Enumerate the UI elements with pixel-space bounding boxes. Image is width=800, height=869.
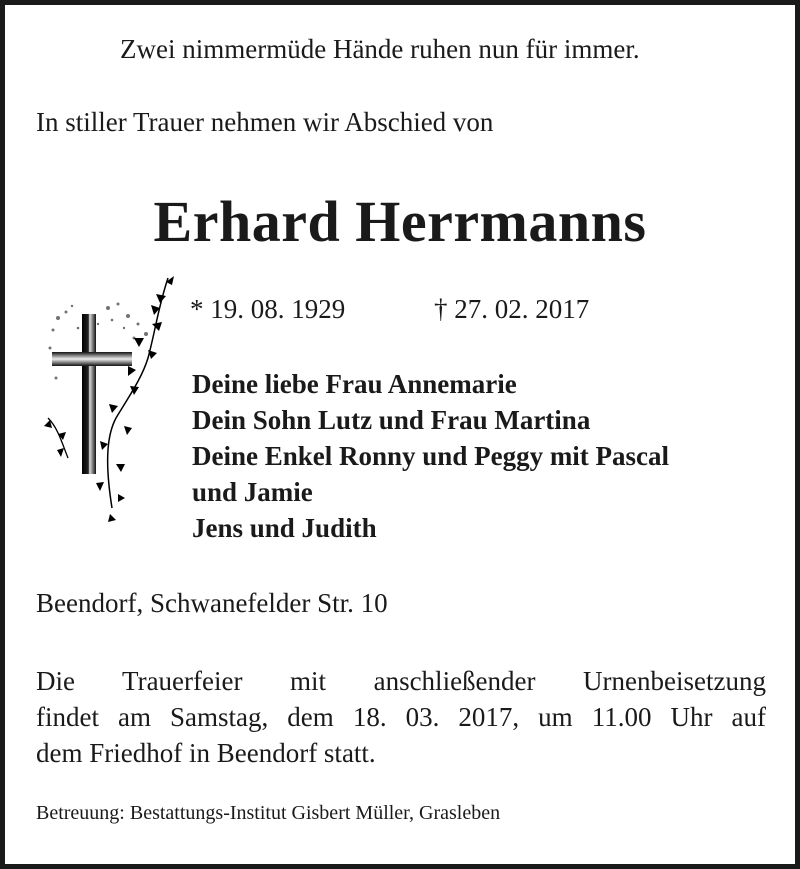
intro-text: In stiller Trauer nehmen wir Abschied von <box>36 107 494 137</box>
funeral-notice-line: dem Friedhof in Beendorf statt. <box>36 738 376 768</box>
birth-date: * 19. 08. 1929 <box>190 294 346 324</box>
funeral-home-credit: Betreuung: Bestattungs-Institut Gisbert Müller, Grasleben <box>36 802 501 824</box>
funeral-notice-line: Die Trauerfeier mit anschließender Urnenbeisetzung <box>36 666 766 696</box>
mourner-line: und Jamie <box>192 477 313 507</box>
mourner-line: Dein Sohn Lutz und Frau Martina <box>192 405 591 435</box>
mourners-list <box>192 366 669 546</box>
funeral-notice <box>36 663 766 771</box>
motto-text: Zwei nimmermüde Hände ruhen nun für immer. <box>120 34 640 64</box>
cross-with-ivy-icon <box>38 268 188 528</box>
deceased-name: Erhard Herrmanns <box>153 189 647 254</box>
address-text: Beendorf, Schwanefelder Str. 10 <box>36 588 388 618</box>
funeral-notice-line: findet am Samstag, dem 18. 03. 2017, um 11.00 Uhr auf <box>36 702 766 732</box>
mourner-line: Jens und Judith <box>192 513 377 543</box>
death-date: † 27. 02. 2017 <box>434 294 590 324</box>
mourner-line: Deine liebe Frau Annemarie <box>192 369 517 399</box>
mourner-line: Deine Enkel Ronny und Peggy mit Pascal <box>192 441 670 471</box>
